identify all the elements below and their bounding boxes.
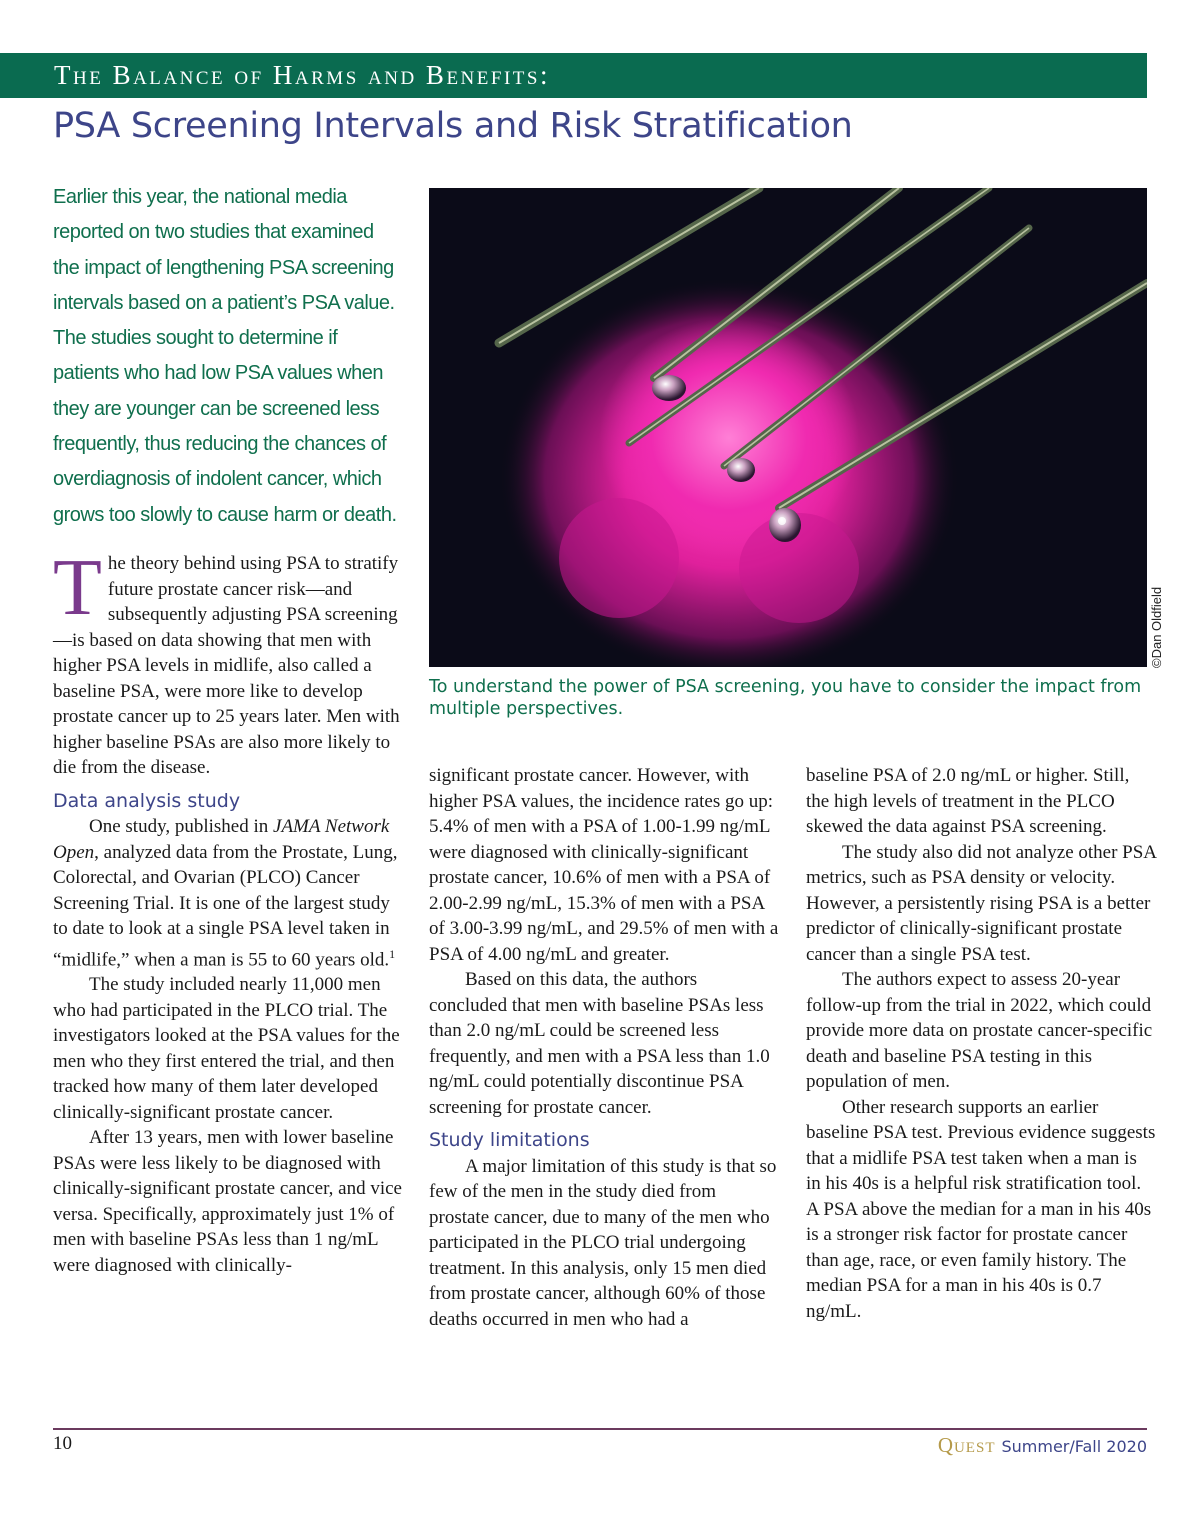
lead-paragraph (53, 544, 403, 781)
paragraph: Other research supports an earlier baseline PSA test. Previous evidence suggests that a midlife PSA test taken when a man is in his 40s is a helpful risk stratification tool. A PSA above the median for a man in his 40s is a stronger risk factor for prostate cancer than age, race, or even family history. The median PSA for a man in his 40s is 0.7 ng/mL. (806, 1096, 1156, 1322)
issue-date: Summer/Fall 2020 (1001, 1437, 1147, 1456)
article-photo (429, 188, 1147, 667)
footnote-ref: 1 (389, 946, 396, 961)
paragraph: The authors expect to assess 20-year follow-up from the trial in 2022, which could provide more data on prostate cancer-specific death and baseline PSA testing in this population of men. (806, 969, 1153, 1092)
section-kicker: The Balance of Harms and Benefits: (54, 60, 550, 90)
paragraph: A major limitation of this study is that so few of the men in the study died from prostate cancer, due to many of the men who participated in the PLCO trial undergoing treatment. In this analysis, only 15 men died from prostate cancer, although 60% of those deaths occurred in men who had a (429, 1155, 777, 1330)
intro-deck: Earlier this year, the national media reported on two studies that examined the impact of lengthening PSA screening intervals based on a patient’s PSA value. The studies sought to determine if patients who had low PSA values when they are younger can be screened less frequently, thus reducing the chances of overdiagnosis of indolent cancer, which grows too slowly to cause harm or death. (53, 186, 397, 526)
subhead-data-analysis: Data analysis study (53, 789, 241, 812)
paragraph: The study included nearly 11,000 men who had participated in the PLCO trial. The investigators looked at the PSA values for the men who they first entered the trial, and then tracked how many of them later developed clinically-significant prostate cancer. (53, 974, 400, 1123)
article-title: PSA Screening Intervals and Risk Stratification (53, 106, 853, 146)
footer-issue (938, 1433, 1147, 1458)
paragraph (53, 814, 403, 972)
column-1 (53, 544, 403, 1278)
column-3 (806, 763, 1156, 1324)
text: One study, published in (89, 816, 274, 837)
paragraph: significant prostate cancer. However, with higher PSA values, the incidence rates go up: 5.4% of men with a PSA of 1.00-1.99 ng/mL were diagnosed with clinically-significant prostate cancer, 10.6% of men with a PSA of 2.00-2.99 ng/mL, 15.3% of men with a PSA of 3.00-3.99 ng/mL, and 29.5% of men with a PSA of 4.00 ng/mL and greater. (429, 765, 779, 965)
photo-caption: To understand the power of PSA screening, you have to consider the impact from multiple perspectives. (429, 677, 1142, 719)
photo-credit: ©Dan Oldfield (1149, 586, 1164, 668)
paragraph: After 13 years, men with lower baseline PSAs were less likely to be diagnosed with clinically-significant prostate cancer, and vice versa. Specifically, approximately just 1% of men with baseline PSAs less than 1 ng/mL were diagnosed with clinically- (53, 1127, 402, 1276)
magazine-name: Quest (937, 1433, 996, 1457)
column-2 (429, 763, 779, 1332)
needles-illustration (429, 188, 1147, 667)
page-number: 10 (53, 1433, 72, 1454)
text: , analyzed data from the Prostate, Lung, Colorectal, and Ovarian (PLCO) Cancer Screening Trial. It is one of the largest study to date to look at a single PSA level taken in “midlife,” when a man is 55 to 60 years old. (53, 841, 398, 970)
footer-rule (53, 1428, 1147, 1430)
drop-cap: T (53, 544, 102, 632)
paragraph: The study also did not analyze other PSA metrics, such as PSA density or velocity. However, a persistently rising PSA is a better predictor of clinically-significant prostate cancer than a single PSA test. (806, 841, 1156, 965)
journal-name: JAMA Network Open (53, 816, 390, 863)
paragraph: Based on this data, the authors concluded that men with baseline PSAs less than 2.0 ng/mL could be screened less frequently, and men with a PSA less than 1.0 ng/mL could potentially discontinue PSA screening for prostate cancer. (429, 969, 770, 1118)
paragraph: baseline PSA of 2.0 ng/mL or higher. Still, the high levels of treatment in the PLCO skewed the data against PSA screening. (806, 765, 1130, 837)
lead-text: he theory behind using PSA to stratify future prostate cancer risk—and subsequently adjusting PSA screening—is based on data showing that men with higher PSA levels in midlife, also called a baseline PSA, were more like to develop prostate cancer up to 25 years later. Men with higher baseline PSAs are also more likely to die from the disease. (53, 553, 400, 778)
subhead-study-limitations: Study limitations (429, 1129, 590, 1151)
